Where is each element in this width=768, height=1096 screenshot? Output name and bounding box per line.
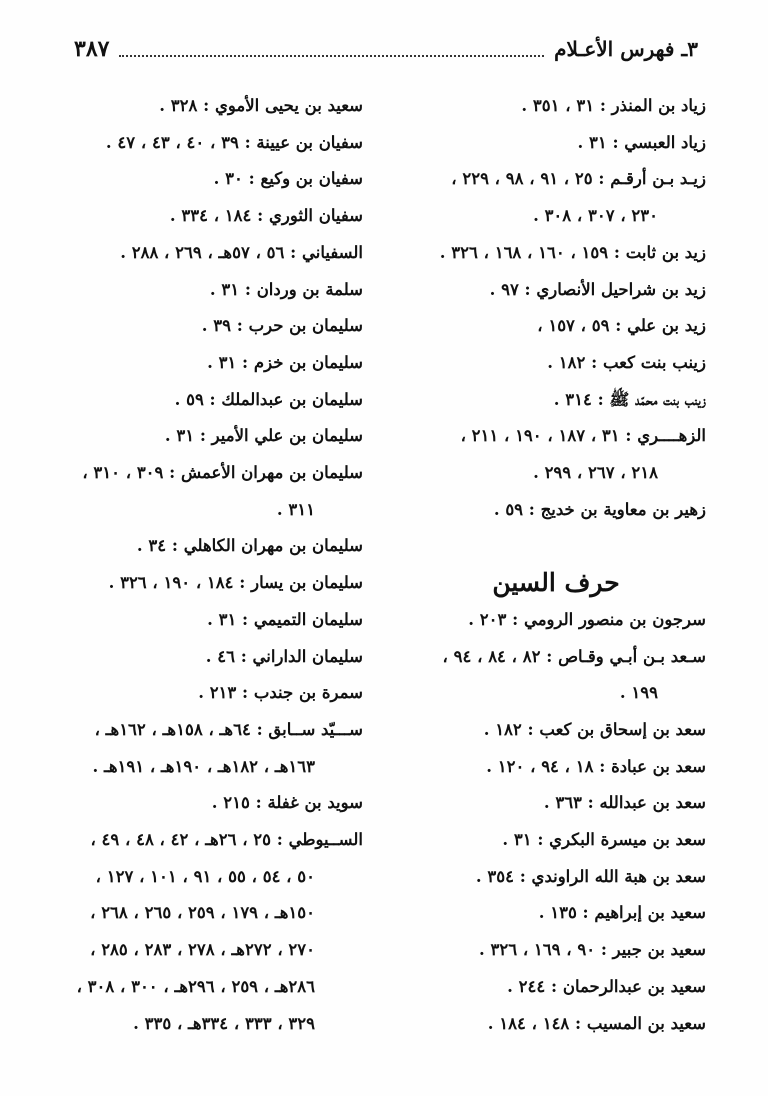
index-entry-continuation: ٥٠ ، ٥٤ ، ٥٥ ، ٩١ ، ١٠١ ، ١٢٧ ، xyxy=(95,866,315,886)
index-entry: سليمان بن حرب : ٣٩ . xyxy=(201,316,363,336)
header-dot-leader xyxy=(119,53,544,57)
index-entry: سفيان الثوري : ١٨٤ ، ٣٣٤ . xyxy=(169,206,363,226)
header-title: ٣ـ فهرس الأعـلام xyxy=(554,37,698,61)
index-entry: سليمان بن مهران الكاهلي : ٣٤ . xyxy=(136,536,363,556)
index-entry-continuation: ٣٢٩ ، ٣٣٣ ، ٣٣٤هـ ، ٣٣٥ . xyxy=(133,1013,315,1033)
index-entry-continuation: ١٦٣هـ ، ١٨٢هـ ، ١٩٠هـ ، ١٩١هـ . xyxy=(92,756,315,776)
index-entry: سلمة بن وردان : ٣١ . xyxy=(209,279,363,299)
page-header xyxy=(74,34,698,64)
index-entry: سفيان بن عيينة : ٣٩ ، ٤٠ ، ٤٣ ، ٤٧ . xyxy=(105,132,363,152)
index-entry: سعيد بن جبير : ٩٠ ، ١٦٩ ، ٣٢٦ . xyxy=(479,940,706,960)
index-entry: زينب بنت محمّد ﷺ : ٣١٤ . xyxy=(553,389,706,409)
index-entry: ســـيّد ســابق : ٦٤هـ ، ١٥٨هـ ، ١٦٢هـ ، xyxy=(94,719,363,739)
index-entry: سفيان بن وكيع : ٣٠ . xyxy=(213,169,363,189)
index-entry: سعد بن عبدالله : ٣٦٣ . xyxy=(543,793,706,813)
index-entry: زهير بن معاوية بن خديج : ٥٩ . xyxy=(493,499,706,519)
index-entry: سليمان بن يسار : ١٨٤ ، ١٩٠ ، ٣٢٦ . xyxy=(108,573,363,593)
index-entry: زينب بنت كعب : ١٨٢ . xyxy=(547,352,706,372)
index-entry: سعد بن إسحاق بن كعب : ١٨٢ . xyxy=(483,719,706,739)
index-entry: سليمان بن عبدالملك : ٥٩ . xyxy=(174,389,363,409)
index-entry: زياد بن المنذر : ٣١ ، ٣٥١ . xyxy=(521,96,706,115)
index-entry: الســيوطي : ٢٥ ، ٢٦هـ ، ٤٢ ، ٤٨ ، ٤٩ ، xyxy=(90,830,363,850)
section-heading: حرف السين xyxy=(492,568,620,598)
page-number: ٣٨٧ xyxy=(74,36,110,62)
index-entry: زيـد بـن أرقـم : ٢٥ ، ٩١ ، ٩٨ ، ٢٢٩ ، xyxy=(451,169,706,189)
index-entry-continuation: ١٩٩ . xyxy=(619,683,658,703)
index-entry: السفياني : ٥٦ ، ٥٧هـ ، ٢٦٩ ، ٢٨٨ . xyxy=(120,242,363,262)
left-column xyxy=(51,88,363,1042)
index-entry: زياد العبسي : ٣١ . xyxy=(577,132,706,152)
index-entry: سمرة بن جندب : ٢١٣ . xyxy=(198,683,363,703)
index-entry: سعد بن ميسرة البكري : ٣١ . xyxy=(502,830,706,850)
index-entry: سعيد بن يحيى الأموي : ٣٢٨ . xyxy=(159,96,363,115)
index-entry: الزهــــري : ٣١ ، ١٨٧ ، ١٩٠ ، ٢١١ ، xyxy=(460,426,706,446)
index-entry: سرجون بن منصور الرومي : ٢٠٣ . xyxy=(468,609,706,629)
index-entry: سعد بن عبادة : ١٨ ، ٩٤ ، ١٢٠ . xyxy=(486,756,706,776)
index-entry: سليمان الداراني : ٤٦ . xyxy=(205,646,363,666)
index-entry: زيد بن علي : ٥٩ ، ١٥٧ ، xyxy=(537,316,706,336)
right-column xyxy=(406,88,706,1042)
index-entry: سليمان التميمي : ٣١ . xyxy=(207,609,363,629)
index-entry-continuation: ٢١٨ ، ٢٦٧ ، ٢٩٩ . xyxy=(533,463,658,483)
index-entry: سعيد بن إبراهيم : ١٣٥ . xyxy=(538,903,706,923)
index-entry-continuation: ١٥٠هـ ، ١٧٩ ، ٢٥٩ ، ٢٦٥ ، ٢٦٨ ، xyxy=(90,903,315,923)
index-entry: سليمان بن خزم : ٣١ . xyxy=(207,352,363,372)
index-entry: سعد بن هبة الله الراوندي : ٣٥٤ . xyxy=(475,866,706,886)
index-entry: سـعد بـن أبـي وقـاص : ٨٢ ، ٨٤ ، ٩٤ ، xyxy=(442,646,706,666)
index-entry-continuation: ٢٧٠ ، ٢٧٢هـ ، ٢٧٨ ، ٢٨٣ ، ٢٨٥ ، xyxy=(90,940,315,960)
index-entry: سليمان بن مهران الأعمش : ٣٠٩ ، ٣١٠ ، xyxy=(82,463,363,483)
index-entry: زيد بن شراحيل الأنصاري : ٩٧ . xyxy=(489,279,706,299)
index-entry: سليمان بن علي الأمير : ٣١ . xyxy=(164,426,363,446)
index-entry: زيد بن ثابت : ١٥٩ ، ١٦٠ ، ١٦٨ ، ٣٢٦ . xyxy=(439,242,706,262)
index-entry: سويد بن غفلة : ٢١٥ . xyxy=(211,793,363,813)
index-entry: سعيد بن عبدالرحمان : ٢٤٤ . xyxy=(507,976,706,996)
index-entry: سعيد بن المسيب : ١٤٨ ، ١٨٤ . xyxy=(487,1013,706,1033)
index-entry-continuation: ٢٨٦هـ ، ٢٥٩ ، ٢٩٦هـ ، ٣٠٠ ، ٣٠٨ ، xyxy=(76,976,315,996)
index-entry-continuation: ٢٣٠ ، ٣٠٧ ، ٣٠٨ . xyxy=(533,206,658,226)
index-entry-continuation: ٣١١ . xyxy=(276,499,315,519)
